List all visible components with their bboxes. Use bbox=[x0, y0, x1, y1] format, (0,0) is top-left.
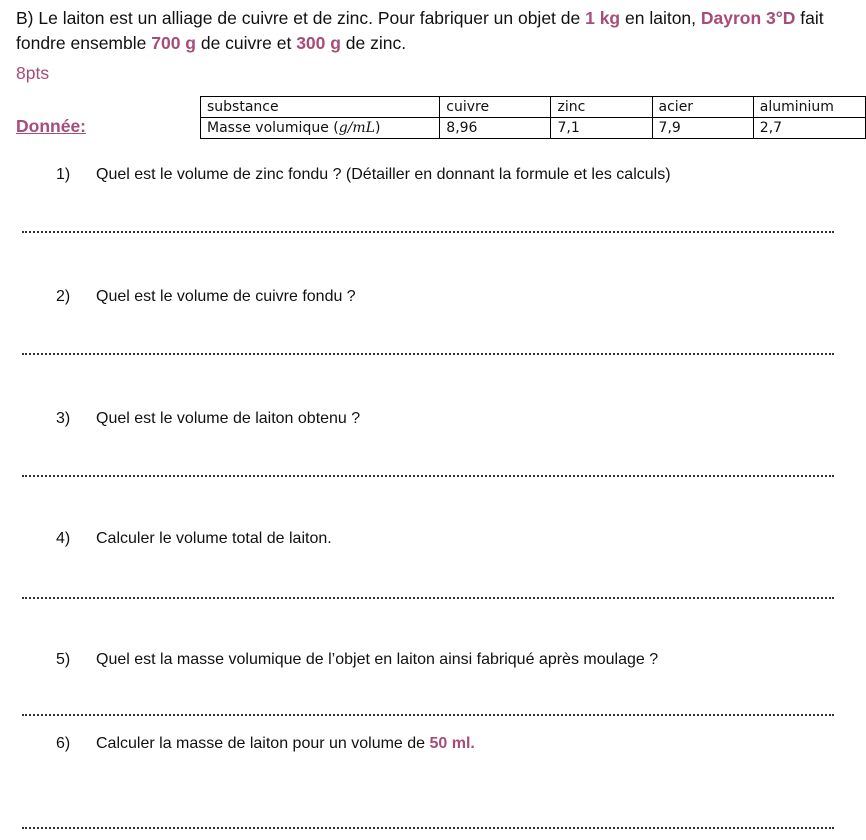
answer-line[interactable] bbox=[22, 347, 834, 355]
question-text: Calculer le volume total de laiton. bbox=[96, 530, 332, 547]
intro-text-4: de cuivre et bbox=[195, 33, 297, 53]
answer-line[interactable] bbox=[22, 821, 834, 829]
table-header-cell: zinc bbox=[551, 97, 652, 118]
intro-text-2: en laiton, bbox=[620, 8, 701, 28]
points-label: 8pts bbox=[16, 63, 50, 83]
intro-mass-total: 1 kg bbox=[585, 8, 621, 28]
question-text: Quel est le volume de zinc fondu ? (Détailler en donnant la formule et les calculs) bbox=[96, 166, 671, 183]
table-header-row bbox=[201, 97, 866, 118]
row-unit: g/mL bbox=[338, 120, 376, 136]
table-row-label bbox=[201, 118, 440, 139]
question-5 bbox=[56, 651, 658, 669]
question-1 bbox=[56, 166, 671, 184]
question-number: 6) bbox=[56, 735, 71, 752]
table-header-cell: cuivre bbox=[440, 97, 551, 118]
question-6 bbox=[56, 735, 475, 753]
answer-line[interactable] bbox=[22, 225, 834, 233]
row-label-text: Masse volumique ( bbox=[207, 120, 339, 136]
question-number: 1) bbox=[56, 166, 71, 183]
table-cell: 7,1 bbox=[551, 118, 652, 139]
table-row bbox=[201, 118, 866, 139]
table-header-cell: aluminium bbox=[753, 97, 865, 118]
question-number: 4) bbox=[56, 530, 71, 547]
table-cell: 7,9 bbox=[652, 118, 753, 139]
density-table bbox=[200, 96, 866, 139]
question-number: 5) bbox=[56, 651, 71, 668]
intro-mass-zinc: 300 g bbox=[296, 33, 341, 53]
question-number: 3) bbox=[56, 410, 71, 427]
intro-paragraph bbox=[16, 6, 856, 56]
intro-text-1: B) Le laiton est un alliage de cuivre et de zinc. Pour fabriquer un objet de bbox=[16, 8, 586, 28]
question-text: Calculer la masse de laiton pour un volume de bbox=[96, 735, 430, 752]
intro-student-name: Dayron 3°D bbox=[700, 8, 796, 28]
intro-text-5: de zinc. bbox=[340, 33, 407, 53]
table-header-cell: acier bbox=[652, 97, 753, 118]
answer-line[interactable] bbox=[22, 591, 834, 599]
question-number: 2) bbox=[56, 288, 71, 305]
table-cell: 8,96 bbox=[440, 118, 551, 139]
table-cell: 2,7 bbox=[753, 118, 865, 139]
question-volume-highlight: 50 ml. bbox=[429, 735, 475, 752]
donnee-label: Donnée: bbox=[16, 116, 86, 136]
question-text: Quel est le volume de laiton obtenu ? bbox=[96, 410, 361, 427]
table-header-cell: substance bbox=[201, 97, 440, 118]
question-2 bbox=[56, 288, 356, 306]
question-3 bbox=[56, 410, 360, 428]
question-text: Quel est la masse volumique de l’objet en laiton ainsi fabriqué après moulage ? bbox=[96, 651, 659, 668]
answer-line[interactable] bbox=[22, 469, 834, 477]
intro-text-3: fait fondre ensemble bbox=[16, 8, 824, 53]
intro-mass-copper: 700 g bbox=[151, 33, 196, 53]
question-4 bbox=[56, 530, 332, 548]
answer-line[interactable] bbox=[22, 708, 834, 716]
question-text: Quel est le volume de cuivre fondu ? bbox=[96, 288, 356, 305]
row-label-end: ) bbox=[375, 120, 381, 136]
